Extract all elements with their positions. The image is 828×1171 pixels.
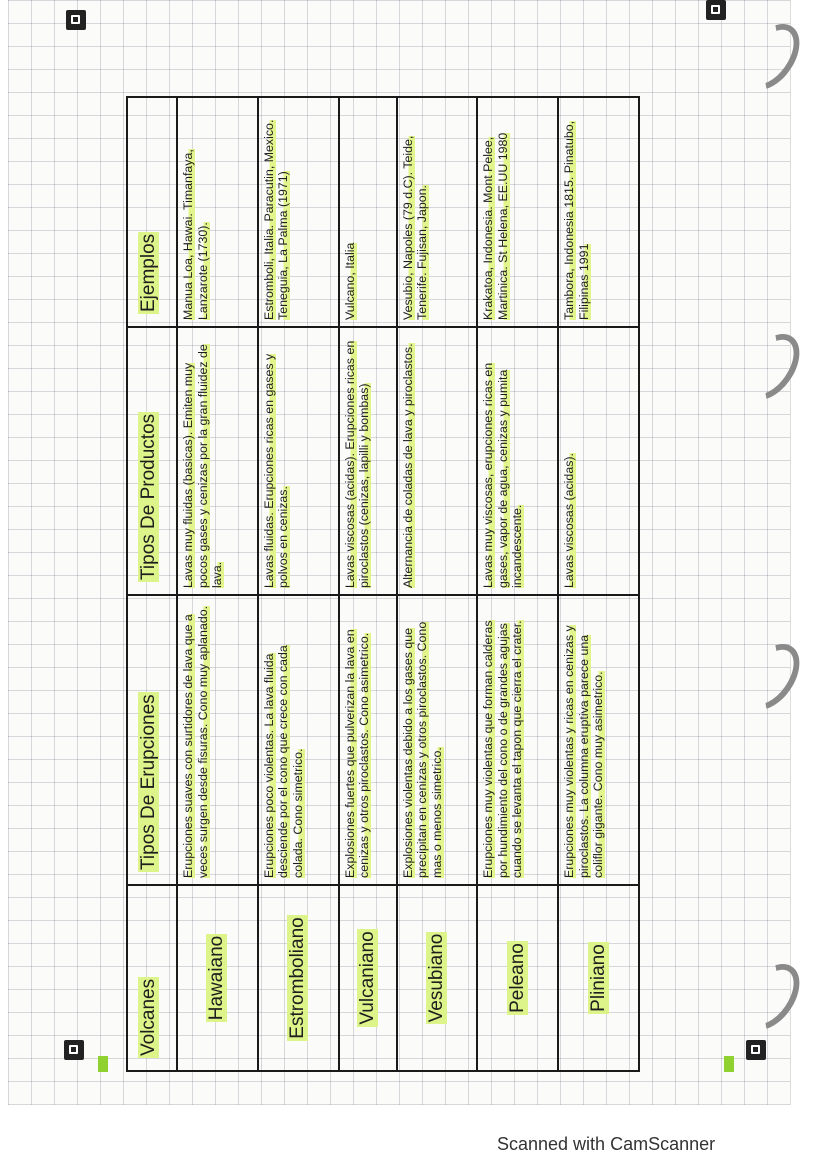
examples: Tambora, Indonesia 1815. Pinatubo, Filipinas 1991: [558, 97, 639, 327]
eruption-type: Erupciones muy violentas y ricas en cenizas y piroclastos. La columna eruptiva parece una coliflor gigante. Cono muy asimetrico.: [558, 595, 639, 885]
examples: Estromboli, Italia. Paracutin, Mexico. Teneguia, La Palma (1971): [258, 97, 339, 327]
product-type: Alternancia de coladas de lava y piroclastos.: [397, 327, 478, 595]
product-type: Lavas muy viscosas, erupciones ricas en gases, vapor de agua, cenizas y pumita incandescente.: [477, 327, 558, 595]
examples: Manua Loa, Hawai. Timanfaya, Lanzarote (1730).: [177, 97, 258, 327]
corner-marker-icon: [66, 10, 86, 30]
volcano-name: Vesubiano: [397, 885, 478, 1071]
scanner-watermark: Scanned with CamScanner: [497, 1134, 716, 1154]
product-type: Lavas viscosas (acidas). Erupciones ricas en piroclastos (cenizas, lapilli y bombas): [339, 327, 397, 595]
notebook-page: [8, 0, 791, 1105]
volcano-name: Pliniano: [558, 885, 639, 1071]
binder-ring: [731, 323, 811, 410]
corner-marker-icon: [746, 1040, 766, 1060]
table-row: [339, 97, 397, 1071]
eruption-type: Explosiones violentas debido a los gases que precipitan en cenizas y otros piroclastos. Cono mas o menos simetrico.: [397, 595, 478, 885]
volcano-table: [126, 98, 640, 1072]
header-tipos-productos: Tipos De Productos: [127, 327, 177, 595]
product-type: Lavas muy fluidas (basicas). Emiten muy pocos gases y cenizas por la gran fluidez de lava.: [177, 327, 258, 595]
volcano-name: Estromboliano: [258, 885, 339, 1071]
examples: Vesubio, Napoles (79 d.C). Teide, Tenerife. Fujisan, Japon.: [397, 97, 478, 327]
corner-marker-icon: [64, 1040, 84, 1060]
highlighter-mark: [98, 1056, 108, 1072]
table-row: [558, 97, 639, 1071]
table-row: [477, 97, 558, 1071]
eruption-type: Erupciones muy violentas que forman calderas por hundimiento del cono o de grandes agujas cuando se levanta el tapon que cierra el crater.: [477, 595, 558, 885]
binder-ring: [731, 13, 811, 100]
examples: Krakatoa, Indonesia. Mont Pelee, Martinica. St Helena, EE.UU 1980: [477, 97, 558, 327]
header-ejemplos: Ejemplos: [127, 97, 177, 327]
header-volcanes: Volcanes: [127, 885, 177, 1071]
eruption-type: Explosiones fuertes que pulverizan la lava en cenizas y otros piroclastos. Cono asimetrico.: [339, 595, 397, 885]
table-header-row: [127, 97, 177, 1071]
product-type: Lavas viscosas (acidas).: [558, 327, 639, 595]
volcano-name: Vulcaniano: [339, 885, 397, 1071]
eruption-type: Erupciones suaves con surtidores de lava que a veces surgen desde fisuras. Cono muy aplanado.: [177, 595, 258, 885]
corner-marker-icon: [706, 0, 726, 20]
volcano-name: Hawaiano: [177, 885, 258, 1071]
volcano-name: Peleano: [477, 885, 558, 1071]
highlighter-mark: [724, 1056, 734, 1072]
binder-ring: [731, 953, 811, 1040]
examples: Vulcano, Italia: [339, 97, 397, 327]
eruption-type: Erupciones poco violentas. La lava fluida desciende por el cono que crece con cada colada. Cono simetrico.: [258, 595, 339, 885]
header-tipos-erupciones: Tipos De Erupciones: [127, 595, 177, 885]
table-row: [258, 97, 339, 1071]
product-type: Lavas fluidas. Erupciones ricas en gases y polvos en cenizas.: [258, 327, 339, 595]
table-row: [397, 97, 478, 1071]
binder-ring: [731, 633, 811, 720]
table-row: [177, 97, 258, 1071]
